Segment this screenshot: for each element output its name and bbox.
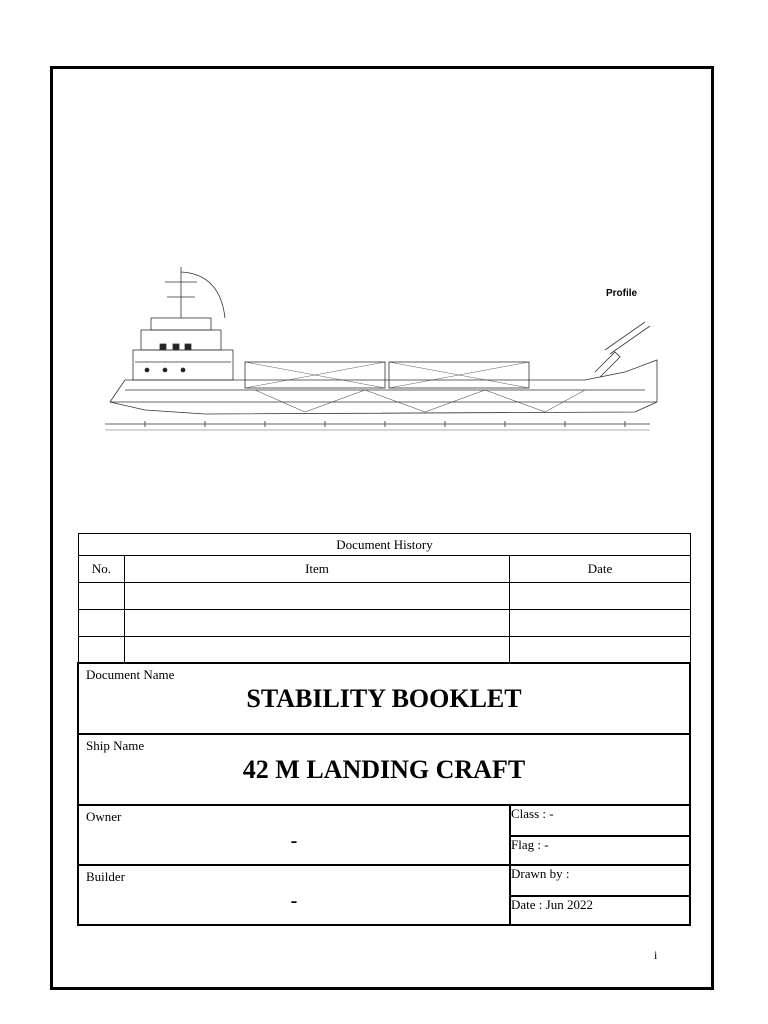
document-info-table	[77, 662, 691, 926]
document-history-table	[78, 533, 691, 664]
profile-label: Profile	[606, 288, 638, 299]
builder-value: -	[290, 890, 298, 912]
header-date: Date	[510, 556, 691, 583]
flag-cell: Flag : -	[510, 836, 690, 865]
owner-cell	[78, 805, 510, 865]
date-cell: Date : Jun 2022	[510, 896, 690, 925]
table-row	[79, 637, 691, 664]
page-number: i	[654, 948, 658, 962]
document-name-label: Document Name	[86, 667, 175, 682]
table-row	[79, 610, 691, 637]
builder-label: Builder	[86, 869, 125, 884]
document-name: STABILITY BOOKLET	[246, 684, 522, 713]
document-name-cell	[78, 663, 690, 734]
builder-cell	[78, 865, 510, 925]
ship-name-cell	[78, 734, 690, 805]
class-cell: Class : -	[510, 805, 690, 836]
header-item: Item	[125, 556, 510, 583]
ship-name-label: Ship Name	[86, 738, 145, 753]
drawn-by-cell: Drawn by :	[510, 865, 690, 896]
table-row	[79, 583, 691, 610]
ship-profile-drawing	[105, 262, 665, 442]
document-history-caption: Document History	[79, 534, 691, 556]
owner-label: Owner	[86, 809, 122, 824]
header-no: No.	[79, 556, 125, 583]
ship-name: 42 M LANDING CRAFT	[242, 755, 526, 784]
owner-value: -	[290, 830, 298, 852]
